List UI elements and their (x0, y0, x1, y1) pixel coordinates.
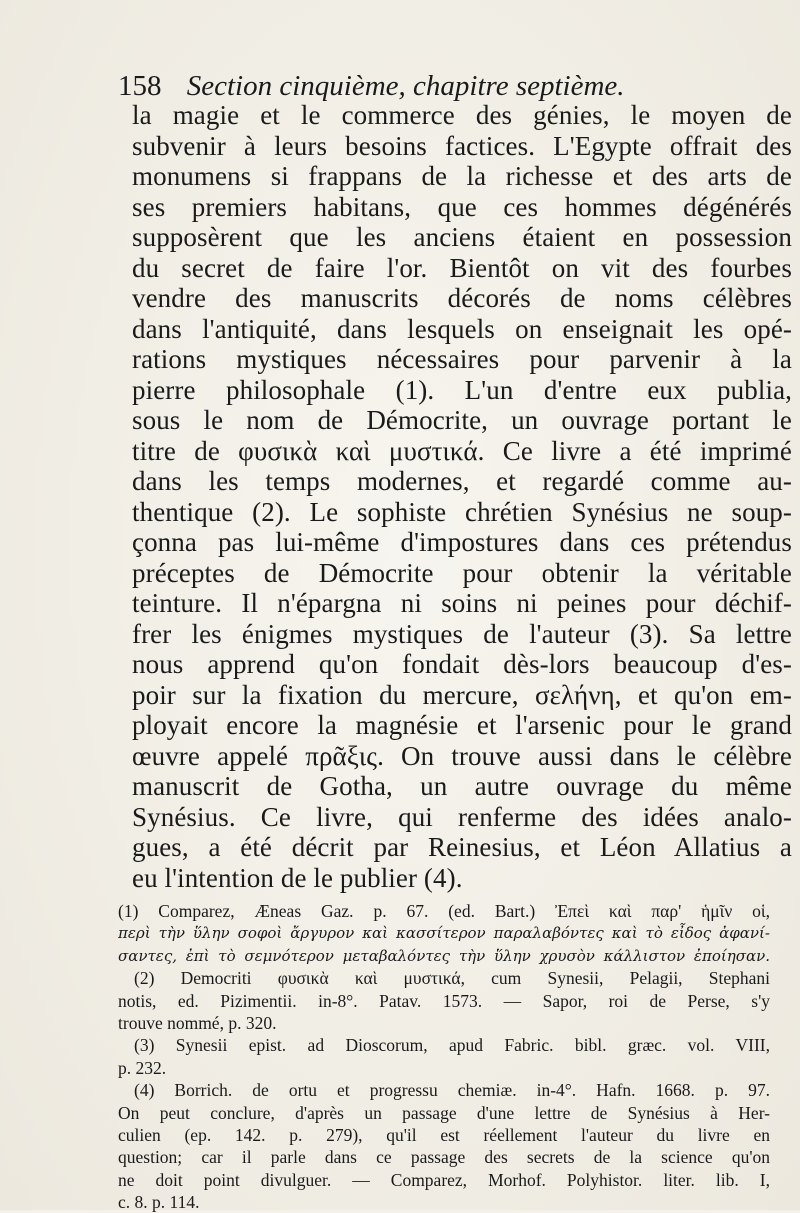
footnote-1-greek: σαντες, ἐπὶ τὸ σεμνότερον μεταβαλόντες τὴν ὕλην χρυσὸν κάλλιστον ἐποίησαν. (118, 946, 770, 965)
body-line: préceptes de Démocrite pour obtenir la véritable (132, 557, 792, 588)
body-line: manuscrit de Gotha, un autre ouvrage du même (132, 771, 792, 801)
body-line: pierre philosophale (1). L'un d'entre eux publia, (132, 374, 792, 405)
body-text (132, 100, 792, 893)
body-line: çonna pas lui-même d'impostures dans ces prétendus (132, 527, 792, 557)
body-line: ses premiers habitans, que ces hommes dégénérés (132, 191, 792, 222)
body-line: supposèrent que les anciens étaient en possession (132, 222, 792, 252)
footnotes (118, 900, 770, 1213)
body-line: œuvre appelé πρᾶξις. On trouve aussi dans le célèbre (132, 740, 792, 771)
body-line: la magie et le commerce des génies, le moyen de (132, 100, 792, 130)
body-line: monumens si frappans de la richesse et des arts de (132, 161, 792, 191)
footnote-4-cont: question; car il parle dans ce passage des secrets de la science qu'on (118, 1147, 770, 1168)
body-line: dans les temps modernes, et regardé comme au- (132, 466, 792, 496)
footnote-1-greek: περὶ τὴν ὕλην σοφοὶ ἄργυρον καὶ κασσίτερον παραλαβόντες καὶ τὸ εἶδος ἀφανί- (118, 924, 770, 943)
footnote-4-cont: ne doit point divulguer. — Comparez, Morhof. Polyhistor. liter. lib. I, (118, 1169, 770, 1190)
body-line: ployait encore la magnésie et l'arsenic pour le grand (132, 710, 792, 740)
footnote-4-cont: c. 8. p. 114. (118, 1192, 200, 1213)
footnote-2-cont: trouve nommé, p. 320. (118, 1012, 277, 1033)
page-number: 158 (118, 70, 162, 102)
footnote-3: (3) Synesii epist. ad Dioscorum, apud Fabric. bibl. græc. vol. VIII, (134, 1035, 770, 1056)
footnote-4: (4) Borrich. de ortu et progressu chemiæ. in-4°. Hafn. 1668. p. 97. (134, 1080, 770, 1101)
body-line: teinture. Il n'épargna ni soins ni peines pour déchif- (132, 588, 792, 618)
body-line: rations mystiques nécessaires pour parvenir à la (132, 344, 792, 374)
body-line: dans l'antiquité, dans lesquels on enseignait les opé- (132, 313, 792, 344)
body-line: titre de φυσικὰ καὶ μυστικά. Ce livre a été imprimé (132, 435, 792, 466)
footnote-2-cont: notis, ed. Pizimentii. in-8°. Patav. 1573. — Sapor, roi de Perse, s'y (118, 990, 770, 1011)
body-line: gues, a été décrit par Reinesius, et Léon Allatius a (132, 832, 792, 862)
footnote-3-cont: p. 232. (118, 1057, 167, 1078)
body-line: thentique (2). Le sophiste chrétien Synésius ne soup- (132, 496, 792, 527)
body-line: nous apprend qu'on fondait dès-lors beaucoup d'es- (132, 649, 792, 679)
body-line: frer les énigmes mystiques de l'auteur (3). Sa lettre (132, 618, 792, 649)
body-line: subvenir à leurs besoins factices. L'Egypte offrait des (132, 130, 792, 161)
body-line: eu l'intention de le publier (4). (132, 862, 463, 893)
footnote-1: (1) Comparez, Æneas Gaz. p. 67. (ed. Bart.) Ἐπεὶ καὶ παρ' ἡμῖν οἱ, (118, 901, 770, 921)
running-title: Section cinquième, chapitre septième. (186, 70, 625, 102)
body-line: sous le nom de Démocrite, un ouvrage portant le (132, 405, 792, 435)
body-line: poir sur la fixation du mercure, σελήνη, et qu'on em- (132, 679, 792, 710)
footnote-4-cont: culien (ep. 142. p. 279), qu'il est réellement l'auteur du livre en (118, 1124, 770, 1145)
body-line: Synésius. Ce livre, qui renferme des idées analo- (132, 801, 792, 832)
footnote-2: (2) Democriti φυσικὰ καὶ μυστικά, cum Synesii, Pelagii, Stephani (134, 968, 770, 989)
footnote-4-cont: On peut conclure, d'après un passage d'une lettre de Synésius à Her- (118, 1102, 770, 1123)
body-line: du secret de faire l'or. Bientôt on vit des fourbes (132, 252, 792, 283)
body-line: vendre des manuscrits décorés de noms célèbres (132, 283, 792, 313)
